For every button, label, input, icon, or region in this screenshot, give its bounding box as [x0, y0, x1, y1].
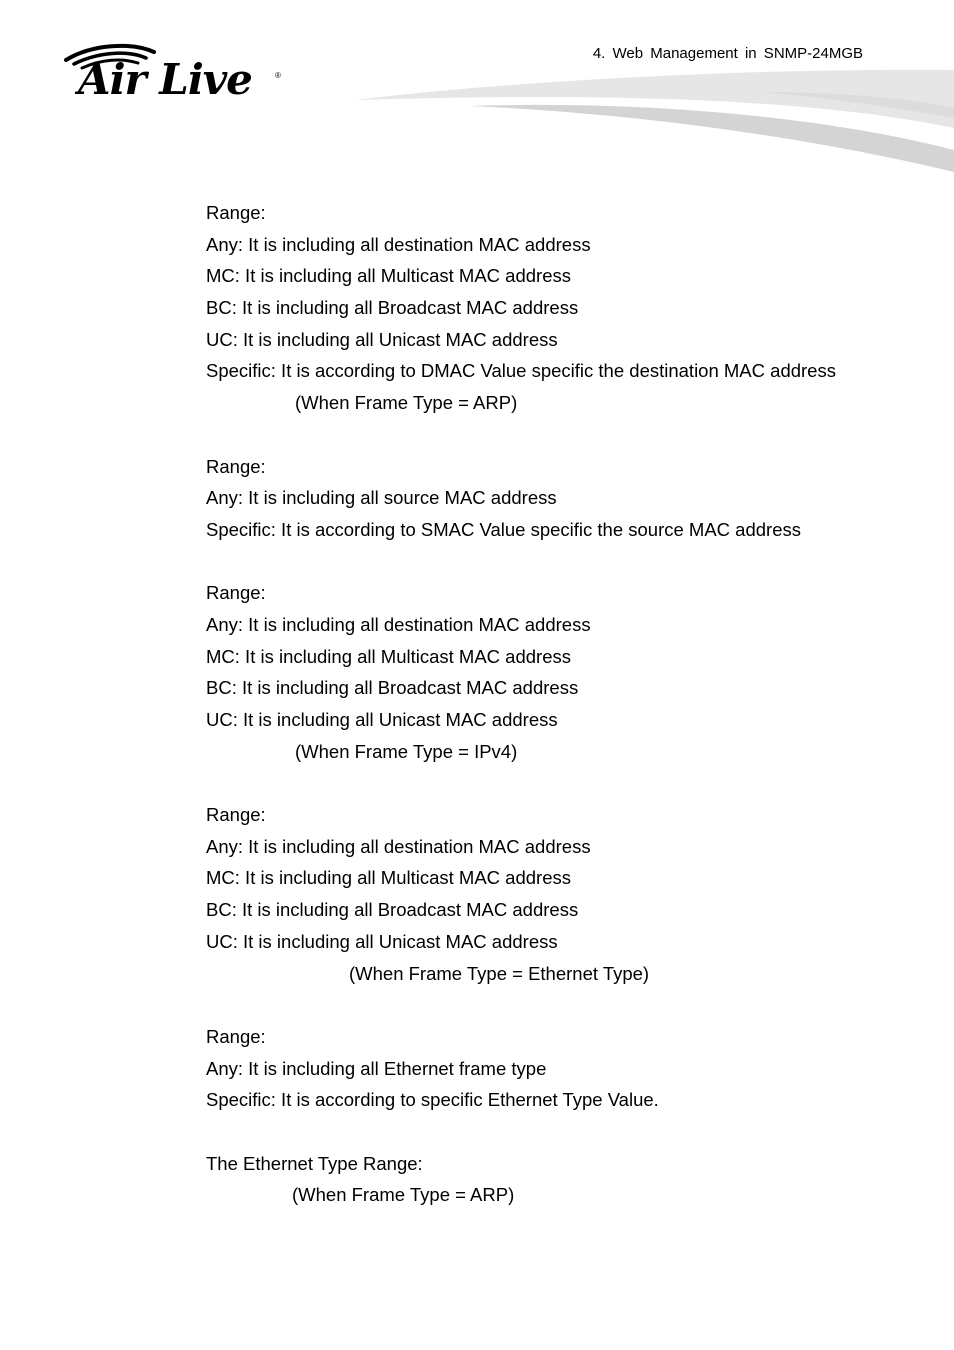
range-option-uc: UC: It is including all Unicast MAC address: [206, 930, 558, 952]
ipv4-range-block: [206, 577, 906, 767]
ethernet-type-dmac-range-block: [206, 799, 906, 989]
range-option-any: Any: It is including all Ethernet frame type: [206, 1057, 547, 1079]
range-option-mc: MC: It is including all Multicast MAC address: [206, 265, 571, 287]
spacer: [206, 419, 906, 451]
range-label: Range:: [206, 804, 266, 826]
range-option-bc: BC: It is including all Broadcast MAC address: [206, 677, 579, 699]
chapter-title: 4. Web Management in SNMP-24MGB: [592, 45, 863, 62]
range-option-any: Any: It is including all destination MAC address: [206, 233, 591, 255]
registered-mark-icon: ®: [275, 71, 281, 80]
ethernet-type-range-block: [206, 1148, 906, 1211]
range-option-any: Any: It is including all source MAC address: [206, 487, 557, 509]
range-label: Range:: [206, 455, 266, 477]
ethernet-type-range-title: The Ethernet Type Range:: [206, 1152, 423, 1174]
spacer: [206, 1116, 906, 1148]
frame-type-note: (When Frame Type = ARP): [292, 1184, 515, 1206]
dmac-range-block: [206, 197, 906, 419]
range-option-uc: UC: It is including all Unicast MAC address: [206, 328, 558, 350]
frame-type-note: (When Frame Type = Ethernet Type): [349, 962, 650, 984]
range-option-specific: Specific: It is according to specific Ethernet Type Value.: [206, 1089, 659, 1111]
airlive-logo: Air Live: [78, 55, 252, 104]
range-option-any: Any: It is including all destination MAC address: [206, 613, 591, 635]
range-option-mc: MC: It is including all Multicast MAC address: [206, 867, 571, 889]
spacer: [206, 546, 906, 578]
range-option-bc: BC: It is including all Broadcast MAC address: [206, 899, 579, 921]
range-option-specific: Specific: It is according to SMAC Value specific the source MAC address: [206, 518, 801, 540]
ethernet-frame-range-block: [206, 1021, 906, 1116]
range-label: Range:: [206, 582, 266, 604]
range-option-bc: BC: It is including all Broadcast MAC address: [206, 297, 579, 319]
range-option-any: Any: It is including all destination MAC address: [206, 835, 591, 857]
frame-type-note: (When Frame Type = IPv4): [295, 740, 518, 762]
range-label: Range:: [206, 1025, 266, 1047]
range-option-mc: MC: It is including all Multicast MAC address: [206, 645, 571, 667]
spacer: [206, 767, 906, 799]
range-option-uc: UC: It is including all Unicast MAC address: [206, 709, 558, 730]
range-label: Range:: [206, 202, 266, 223]
frame-type-note: (When Frame Type = ARP): [295, 392, 518, 414]
document-body: [206, 197, 906, 1211]
spacer: [206, 989, 906, 1021]
smac-range-block: [206, 451, 906, 546]
range-option-specific: Specific: It is according to DMAC Value specific the destination MAC address: [206, 360, 836, 382]
